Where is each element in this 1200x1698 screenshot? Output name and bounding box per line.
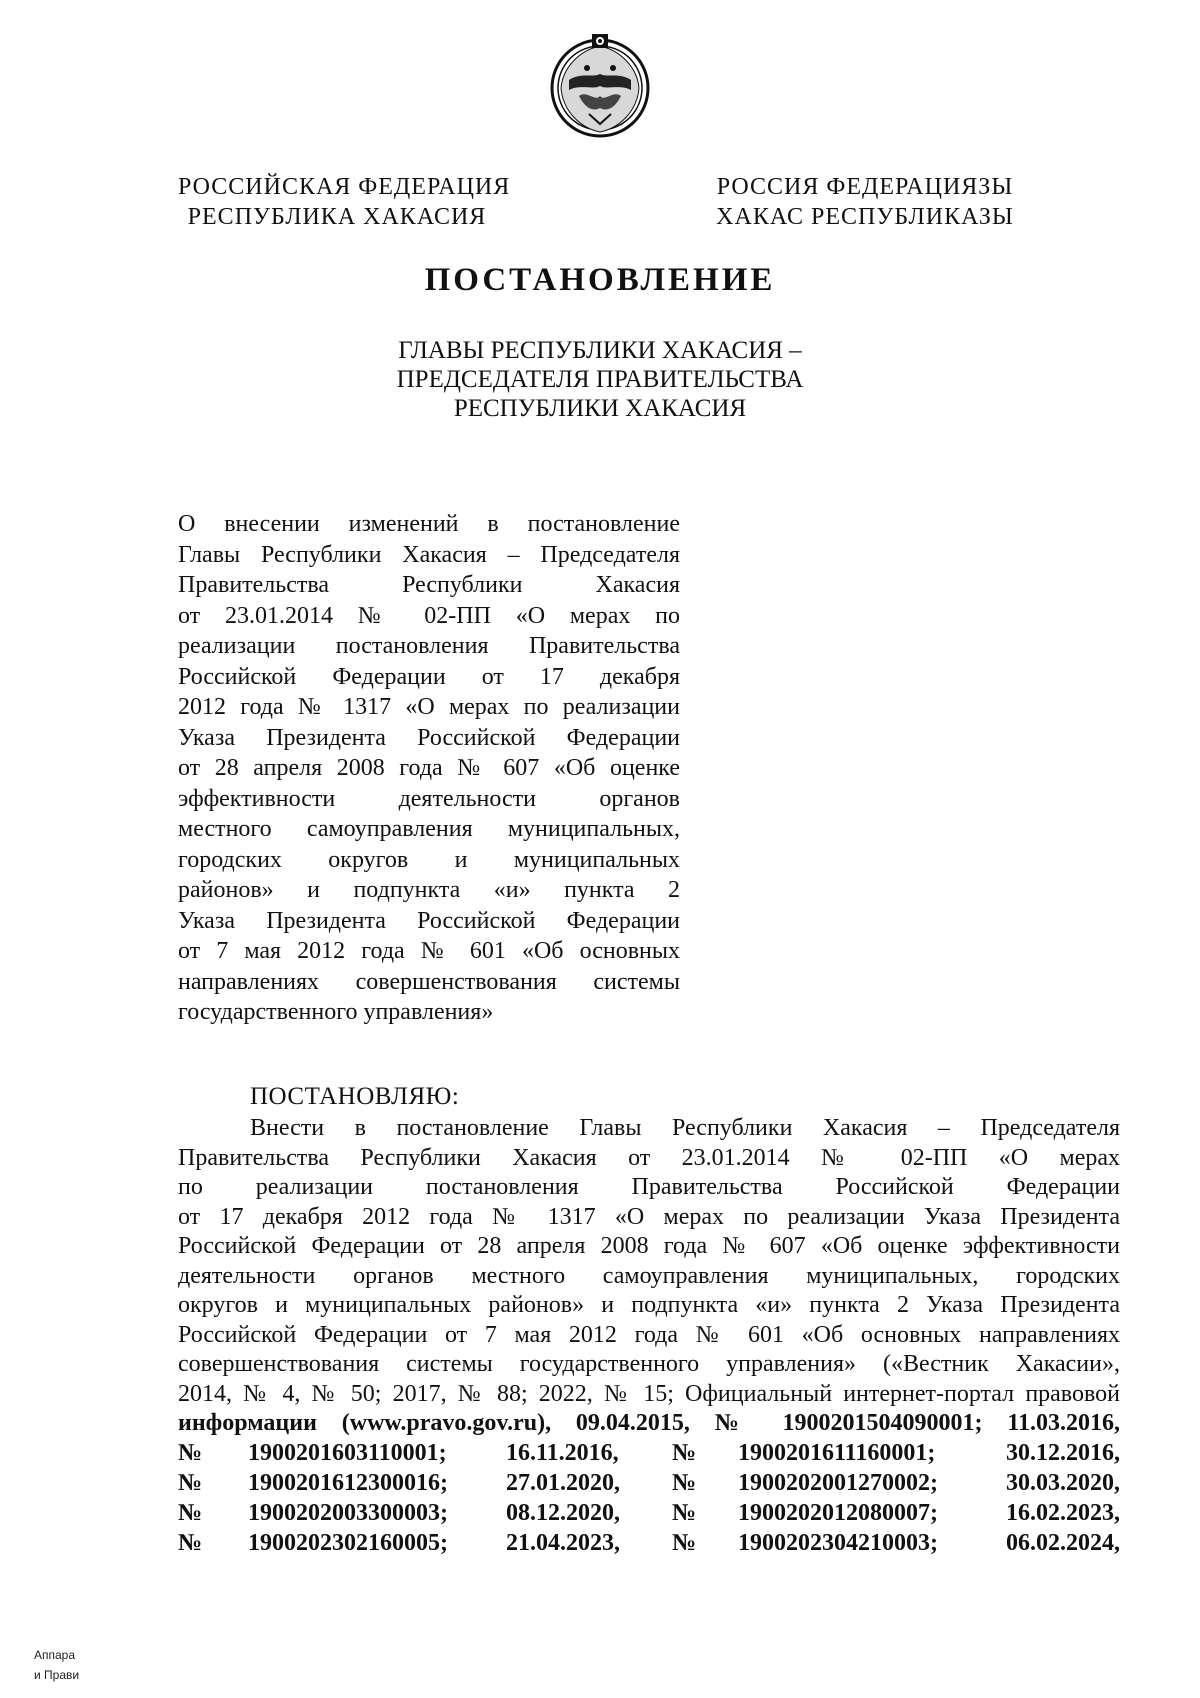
subject-line: направлениях совершенствования системы (178, 968, 680, 995)
body-line: 2014, № 4, № 50; 2017, № 88; 2022, № 15; Официальный интернет-портал правовой (178, 1380, 1120, 1407)
subject-line: эффективности деятельности органов (178, 785, 680, 812)
registry-cell: 16.11.2016, (506, 1440, 619, 1466)
registry-cell: 1900202001270002; (738, 1470, 938, 1496)
footer-stamp-line: Аппара (34, 1648, 76, 1662)
body-line: совершенствования системы государственного управления» («Вестник Хакасии», (178, 1351, 1120, 1377)
registry-cell: № (672, 1440, 697, 1466)
body-line: по реализации постановления Правительства Российской Федерации (178, 1174, 1120, 1200)
registry-cell: 16.02.2023, (1006, 1500, 1120, 1526)
registry-cell: 06.02.2024, (1006, 1530, 1120, 1556)
subject-line: Российской Федерации от 17 декабря (178, 663, 680, 690)
registry-cell: № (178, 1530, 203, 1556)
issuer-line: РЕСПУБЛИКИ ХАКАСИЯ (453, 395, 747, 422)
header-left-line-1: РОССИЙСКАЯ ФЕДЕРАЦИЯ (178, 174, 511, 200)
registry-row (178, 1470, 1120, 1500)
registry-cell: № (178, 1470, 203, 1496)
body-paragraph (178, 1114, 1120, 1439)
registry-cell: № (672, 1500, 697, 1526)
body-line: информации (www.pravo.gov.ru), 09.04.2015, № 1900201504090001; 11.03.2016, (178, 1410, 1120, 1436)
registry-cell: № (178, 1500, 203, 1526)
subject-line: от 23.01.2014 № 02-ПП «О мерах по (178, 602, 680, 629)
registry-cell: 1900202304210003; (738, 1530, 938, 1556)
registry-cell: 27.01.2020, (506, 1470, 620, 1496)
subject-line: от 28 апреля 2008 года № 607 «Об оценке (178, 755, 680, 781)
subject-line: районов» и подпункта «и» пункта 2 (178, 877, 680, 903)
registry-cell: 08.12.2020, (506, 1500, 620, 1526)
issuer-line: ПРЕДСЕДАТЕЛЯ ПРАВИТЕЛЬСТВА (396, 366, 804, 393)
subject-line: государственного управления» (178, 999, 494, 1025)
body-line: Правительства Республики Хакасия от 23.01.2014 № 02-ПП «О мерах (178, 1144, 1120, 1171)
decree-label: ПОСТАНОВЛЯЮ: (250, 1083, 460, 1110)
registry-cell: № (672, 1530, 697, 1556)
body-line: Внести в постановление Главы Республики Хакасия – Председателя (250, 1115, 1120, 1141)
registry-cell: 30.03.2020, (1006, 1470, 1120, 1496)
issuer-block (300, 336, 900, 423)
subject-line: 2012 года № 1317 «О мерах по реализации (178, 694, 680, 720)
footer-stamp-line: и Прави (34, 1668, 80, 1682)
subject-block (178, 509, 680, 1028)
subject-line: реализации постановления Правительства (178, 633, 680, 659)
subject-line: О внесении изменений в постановление (178, 511, 680, 537)
registry-cell: 1900202012080007; (738, 1500, 938, 1526)
registry-cell: 1900201603110001; (248, 1440, 447, 1466)
subject-line: городских округов и муниципальных (178, 846, 680, 873)
subject-line: Указа Президента Российской Федерации (178, 907, 680, 934)
body-line: Российской Федерации от 28 апреля 2008 года № 607 «Об оценке эффективности (178, 1233, 1120, 1259)
document-type-title: ПОСТАНОВЛЕНИЕ (424, 262, 776, 298)
registry-row (178, 1530, 1120, 1560)
subject-line: от 7 мая 2012 года № 601 «Об основных (178, 938, 680, 964)
body-line: Российской Федерации от 7 мая 2012 года № 601 «Об основных направлениях (178, 1321, 1120, 1348)
registry-row (178, 1440, 1120, 1470)
registry-cell: 1900201612300016; (248, 1470, 448, 1496)
registry-cell: 30.12.2016, (1006, 1440, 1120, 1466)
body-line: округов и муниципальных районов» и подпункта «и» пункта 2 Указа Президента (178, 1292, 1120, 1318)
header-khakas-language (710, 172, 1020, 232)
subject-line: Главы Республики Хакасия – Председателя (178, 541, 680, 568)
registry-cell: № (672, 1470, 697, 1496)
body-line: от 17 декабря 2012 года № 1317 «О мерах по реализации Указа Президента (178, 1203, 1120, 1230)
header-russian-federation (178, 172, 511, 232)
subject-line: Указа Президента Российской Федерации (178, 724, 680, 751)
registry-cell: 1900202302160005; (248, 1530, 448, 1556)
registry-cell: 1900202003300003; (248, 1500, 448, 1526)
footer-stamp (34, 1645, 79, 1685)
registry-cell: 1900201611160001; (738, 1440, 936, 1466)
registry-cell: 21.04.2023, (506, 1530, 620, 1556)
subject-line: местного самоуправления муниципальных, (178, 816, 680, 842)
header-left-line-2: РЕСПУБЛИКА ХАКАСИЯ (187, 204, 487, 230)
subject-line: Правительства Республики Хакасия (178, 572, 680, 598)
coat-of-arms-emblem (549, 30, 651, 140)
registry-row (178, 1500, 1120, 1530)
issuer-line: ГЛАВЫ РЕСПУБЛИКИ ХАКАСИЯ – (398, 337, 802, 364)
header-right-line-2: ХАКАС РЕСПУБЛИКАЗЫ (716, 204, 1014, 230)
header-right-line-1: РОССИЯ ФЕДЕРАЦИЯЗЫ (716, 174, 1014, 200)
registry-cell: № (178, 1440, 203, 1466)
body-line: деятельности органов местного самоуправления муниципальных, городских (178, 1262, 1120, 1289)
